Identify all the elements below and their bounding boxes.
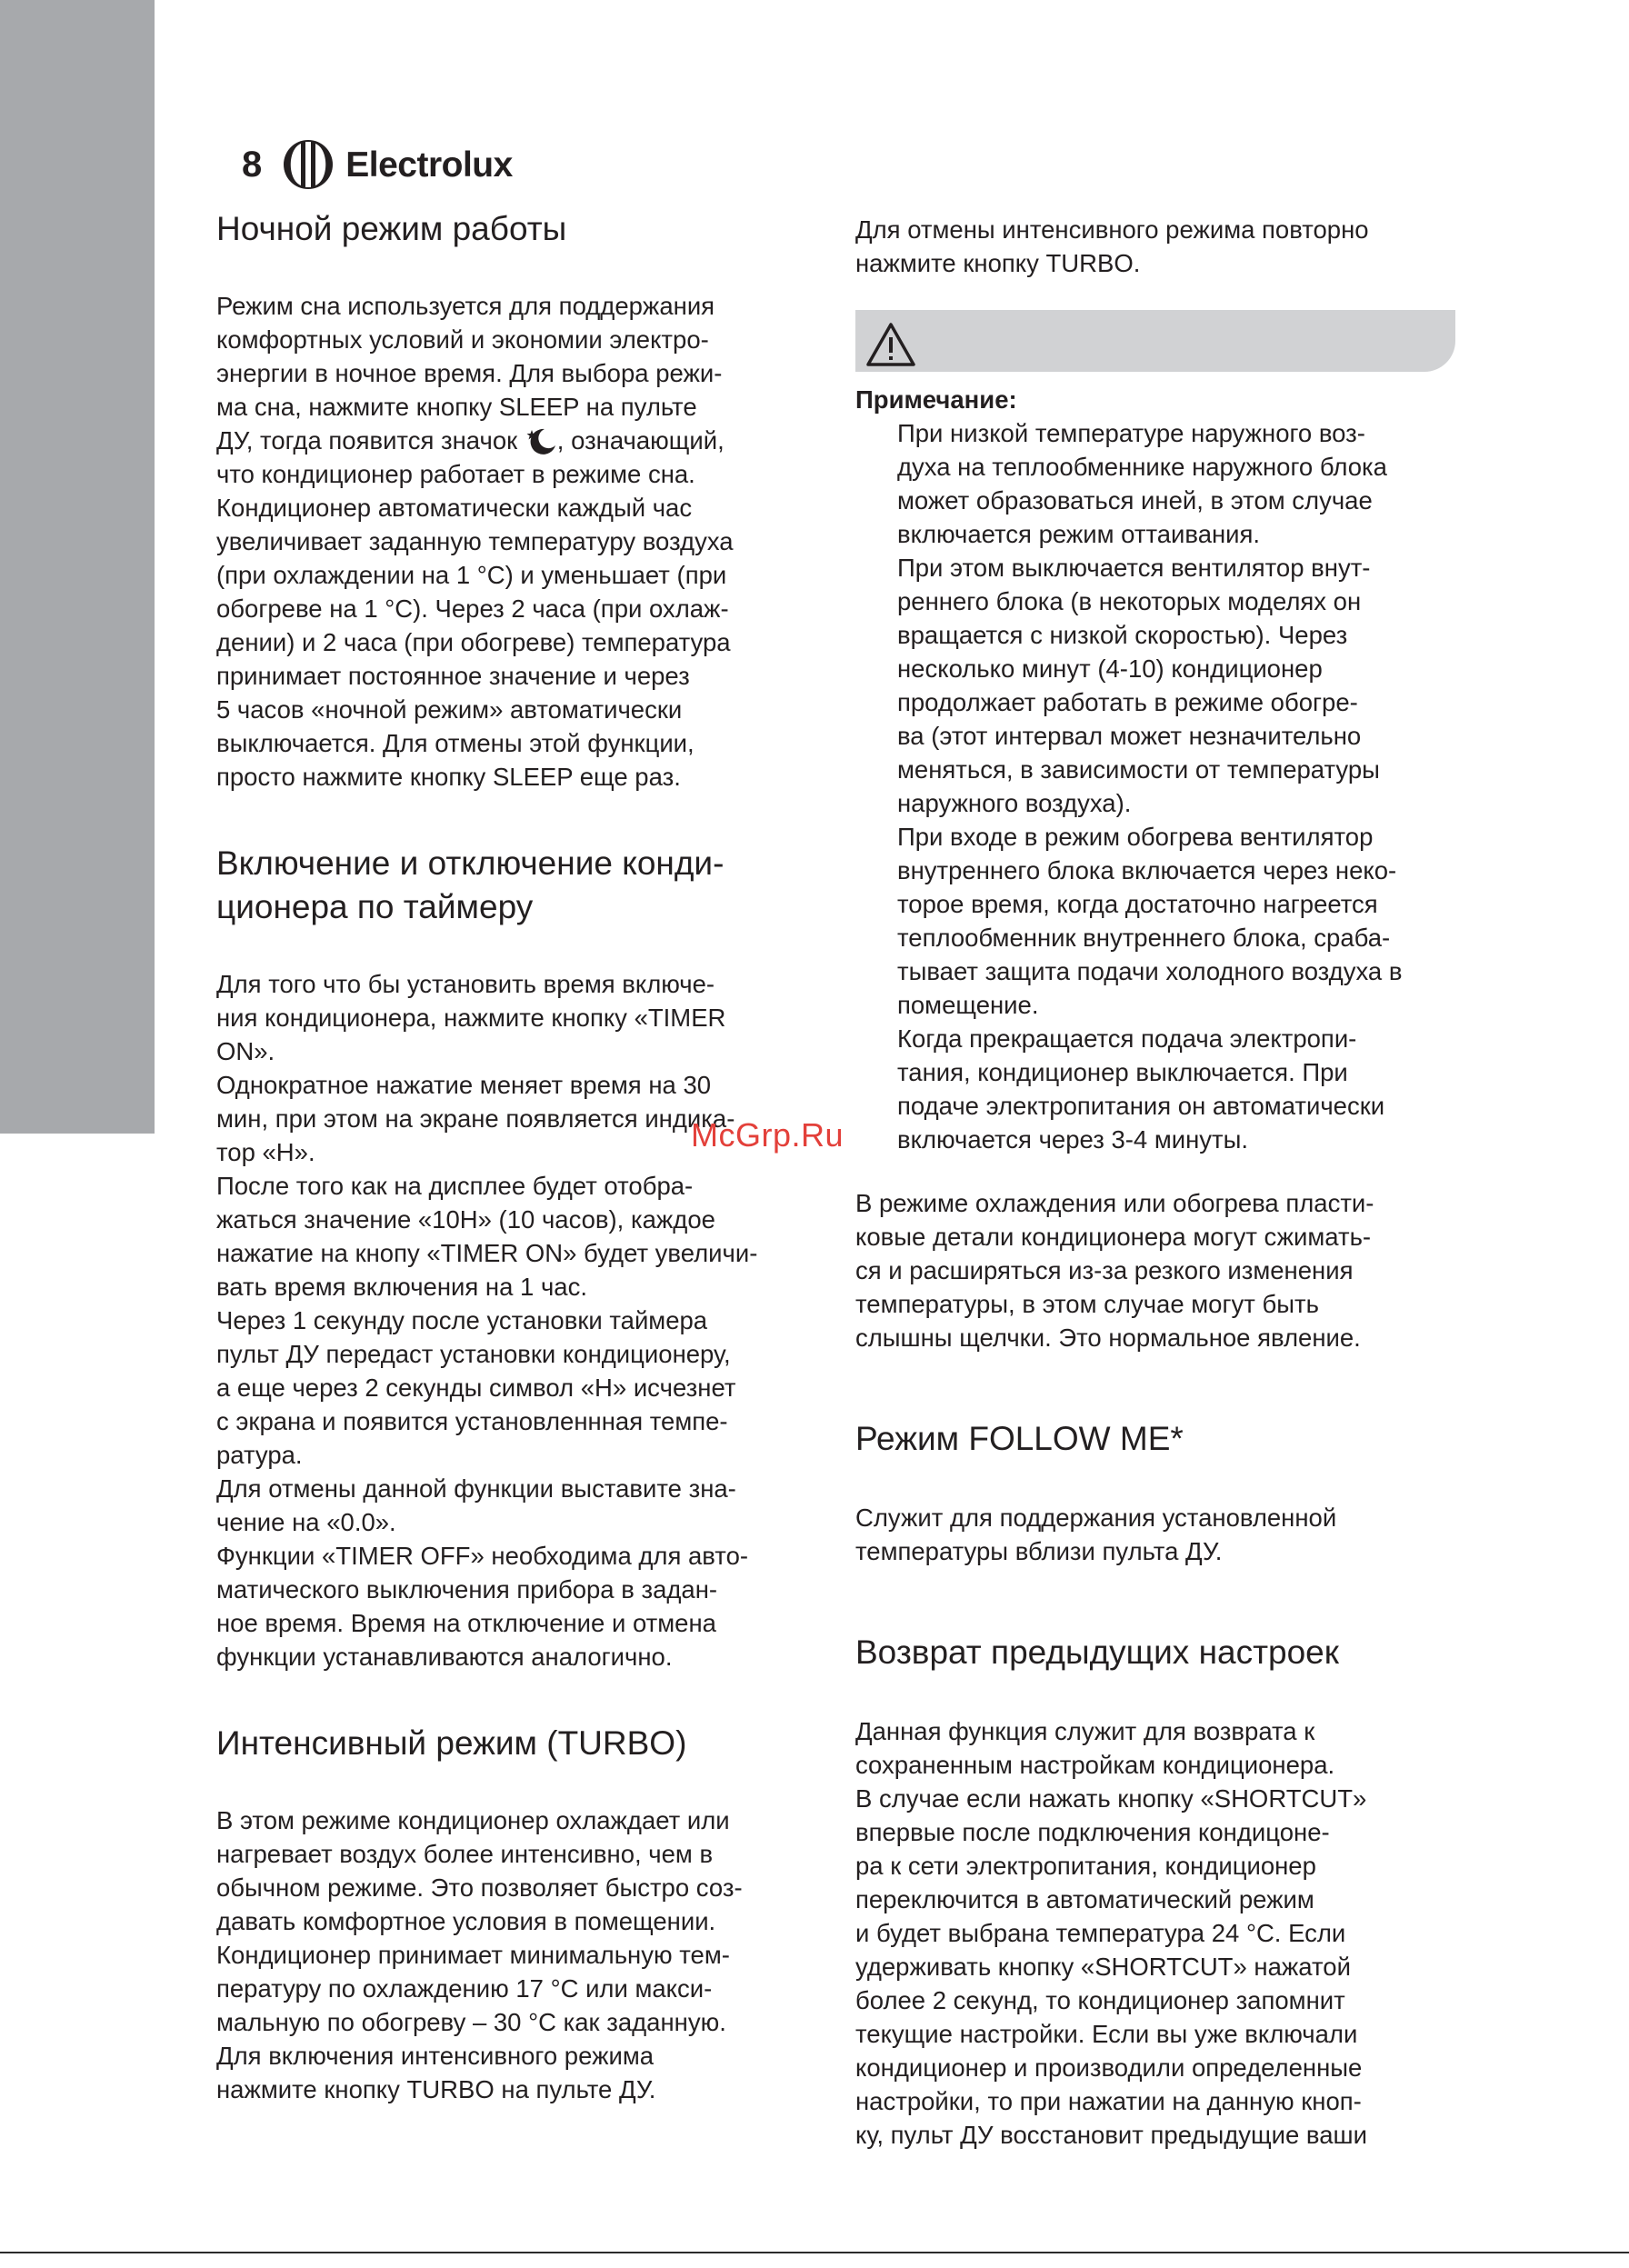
text-line: чение на «0.0». <box>216 1508 396 1536</box>
text-line: Для включения интенсивного режима <box>216 2042 655 2070</box>
text-line: В этом режиме кондиционер охлаждает или <box>216 1806 730 1834</box>
text-line: ма сна, нажмите кнопку SLEEP на пульте <box>216 393 697 421</box>
text-line: (при охлаждении на 1 °С) и уменьшает (при <box>216 561 727 589</box>
text-line: Служит для поддержания установленной <box>855 1504 1337 1532</box>
text-line: включается через 3-4 минуты. <box>897 1125 1249 1154</box>
page-header <box>242 136 513 193</box>
text-line: тания, кондиционер выключается. При <box>897 1058 1348 1086</box>
text-line: ния кондиционера, нажмите кнопку «TIMER <box>216 1004 726 1032</box>
heading-sleep-mode: Ночной режим работы <box>216 210 567 247</box>
text-line: принимает постоянное значение и через <box>216 662 690 690</box>
note-body <box>855 416 1474 1156</box>
text-line: нажмите кнопку TURBO. <box>855 249 1141 277</box>
electrolux-logo-icon <box>282 138 335 191</box>
text-line: В случае если нажать кнопку «SHORTCUT» <box>855 1784 1367 1813</box>
right-column <box>855 213 1474 2152</box>
text-line: ное время. Время на отключение и отмена <box>216 1609 716 1637</box>
text-line: продолжает работать в режиме обогре- <box>897 688 1358 716</box>
text-line: пульт ДУ передаст установки кондиционеру, <box>216 1340 731 1368</box>
text-line: Однократное нажатие меняет время на 30 <box>216 1071 712 1099</box>
text-line: Через 1 секунду после установки таймера <box>216 1306 708 1334</box>
heading-restore-settings: Возврат предыдущих настроек <box>855 1634 1339 1671</box>
text-line: просто нажмите кнопку SLEEP еще раз. <box>216 763 681 791</box>
text-line: нажатие на кнопу «TIMER ON» будет увеличи- <box>216 1239 758 1267</box>
text-line: удерживать кнопку «SHORTCUT» нажатой <box>855 1953 1351 1981</box>
text-fragment: , означающий, <box>556 426 725 455</box>
page-number: 8 <box>242 145 263 185</box>
text-line: наружного воздуха). <box>897 789 1132 817</box>
text-line: температуры вблизи пульта ДУ. <box>855 1537 1223 1565</box>
warning-banner <box>855 310 1455 372</box>
text-line: Когда прекращается подача электропи- <box>897 1024 1357 1053</box>
text-line: При низкой температуре наружного воз- <box>897 419 1365 447</box>
text-line: тор «Н». <box>216 1138 315 1166</box>
text-line <box>216 424 825 457</box>
text-line: нажмите кнопку TURBO на пульте ДУ. <box>216 2075 656 2103</box>
text-line: увеличивает заданную температуру воздуха <box>216 527 734 555</box>
text-line: помещение. <box>897 991 1039 1019</box>
text-line: После того как на дисплее будет отобра- <box>216 1172 694 1200</box>
text-line: что кондиционер работает в режиме сна. <box>216 460 695 488</box>
text-line: Кондиционер принимает минимальную тем- <box>216 1941 730 1969</box>
text-line: пературу по охлаждению 17 °С или макси- <box>216 1974 713 2003</box>
text-line: подаче электропитания он автоматически <box>897 1092 1385 1120</box>
text-line: меняться, в зависимости от температуры <box>897 755 1380 784</box>
text-line: ку, пульт ДУ восстановит предыдущие ваши <box>855 2121 1367 2149</box>
text-line: жаться значение «10Н» (10 часов), каждое <box>216 1205 715 1234</box>
watermark-text: McGrp.Ru <box>691 1116 844 1154</box>
text-line: ратура. <box>216 1441 303 1469</box>
text-line: нагревает воздух более интенсивно, чем в <box>216 1840 714 1868</box>
text-line: настройки, то при нажатии на данную кноп- <box>855 2087 1362 2115</box>
text-line: давать комфортное условия в помещении. <box>216 1907 716 1935</box>
warning-triangle-icon <box>864 321 917 368</box>
text-line: Для отмены данной функции выставите зна- <box>216 1474 736 1503</box>
text-line: может образоваться иней, в этом случае <box>897 486 1373 515</box>
text-line: вращается с низкой скоростью). Через <box>897 621 1348 649</box>
heading-follow-me: Режим FOLLOW ME* <box>855 1420 1184 1457</box>
text-line: кондиционер и производили определенные <box>855 2053 1363 2082</box>
text-line: слышны щелчки. Это нормальное явление. <box>855 1324 1361 1352</box>
text-line: функции устанавливаются аналогично. <box>216 1643 673 1671</box>
text-line: Функции «TIMER OFF» необходима для авто- <box>216 1542 749 1570</box>
text-line: обогреве на 1 °С). Через 2 часа (при охлаж- <box>216 594 729 623</box>
text-line: более 2 секунд, то кондиционер запомнит <box>855 1986 1345 2014</box>
text-line: несколько минут (4-10) кондиционер <box>897 654 1323 683</box>
heading-line: ционера по таймеру <box>216 888 534 925</box>
text-line: внутреннего блока включается через неко- <box>897 856 1397 884</box>
text-line: Режим сна используется для поддержания <box>216 292 715 320</box>
text-line: комфортных условий и экономии электро- <box>216 325 709 354</box>
heading-timer <box>216 842 825 929</box>
sleep-moon-icon <box>525 427 557 455</box>
text-line: и будет выбрана температура 24 °С. Если <box>855 1919 1346 1947</box>
text-fragment: ДУ, тогда появится значок <box>216 426 525 455</box>
text-line: энергии в ночное время. Для выбора режи- <box>216 359 723 387</box>
text-line: Для отмены интенсивного режима повторно <box>855 215 1369 244</box>
text-line: 5 часов «ночной режим» автоматически <box>216 695 683 724</box>
text-line: выключается. Для отмены этой функции, <box>216 729 695 757</box>
text-line: ся и расширяться из-за резкого изменения <box>855 1256 1354 1284</box>
text-line: духа на теплообменнике наружного блока <box>897 453 1387 481</box>
text-line: Кондиционер автоматически каждый час <box>216 494 693 522</box>
text-line: ра к сети электропитания, кондиционер <box>855 1852 1316 1880</box>
text-line: с экрана и появится установленнная темпе- <box>216 1407 728 1435</box>
text-line: а еще через 2 секунды символ «Н» исчезнет <box>216 1374 736 1402</box>
text-line: переключится в автоматический режим <box>855 1885 1314 1913</box>
text-line: торое время, когда достаточно нагреется <box>897 890 1378 918</box>
text-line: При входе в режим обогрева вентилятор <box>897 823 1374 851</box>
text-line: мальную по обогреву – 30 °С как заданную. <box>216 2008 726 2036</box>
text-line: ON». <box>216 1037 275 1065</box>
text-line: температуры, в этом случае могут быть <box>855 1290 1319 1318</box>
text-line: тывает защита подачи холодного воздуха в <box>897 957 1403 985</box>
text-line: реннего блока (в некоторых моделях он <box>897 587 1362 615</box>
text-line: обычном режиме. Это позволяет быстро соз- <box>216 1873 743 1902</box>
text-line: При этом выключается вентилятор внут- <box>897 554 1371 582</box>
text-line: Для того что бы установить время включе- <box>216 970 715 998</box>
text-line: впервые после подключения кондицоне- <box>855 1818 1330 1846</box>
text-line: дении) и 2 часа (при обогреве) температура <box>216 628 731 656</box>
brand-name: Electrolux <box>345 145 513 185</box>
note-title: Примечание: <box>855 385 1017 414</box>
text-line: мин, при этом на экране появляется индика- <box>216 1104 735 1133</box>
text-line: вать время включения на 1 час. <box>216 1273 587 1301</box>
text-line: Данная функция служит для возврата к <box>855 1717 1315 1745</box>
left-column <box>216 207 825 2106</box>
text-line: сохраненным настройкам кондиционера. <box>855 1751 1335 1779</box>
text-line: матического выключения прибора в задан- <box>216 1575 718 1604</box>
text-line: В режиме охлаждения или обогрева пласти- <box>855 1189 1374 1217</box>
heading-line: Включение и отключение конди- <box>216 844 725 882</box>
side-color-band <box>0 0 155 1134</box>
text-line: ва (этот интервал может незначительно <box>897 722 1362 750</box>
text-line: текущие настройки. Если вы уже включали <box>855 2020 1358 2048</box>
text-line: теплообменник внутреннего блока, сраба- <box>897 924 1391 952</box>
text-line: включается режим оттаивания. <box>897 520 1261 548</box>
heading-turbo: Интенсивный режим (TURBO) <box>216 1724 687 1762</box>
bottom-divider <box>0 2252 1629 2253</box>
text-line: ковые детали кондиционера могут сжимать- <box>855 1223 1372 1251</box>
